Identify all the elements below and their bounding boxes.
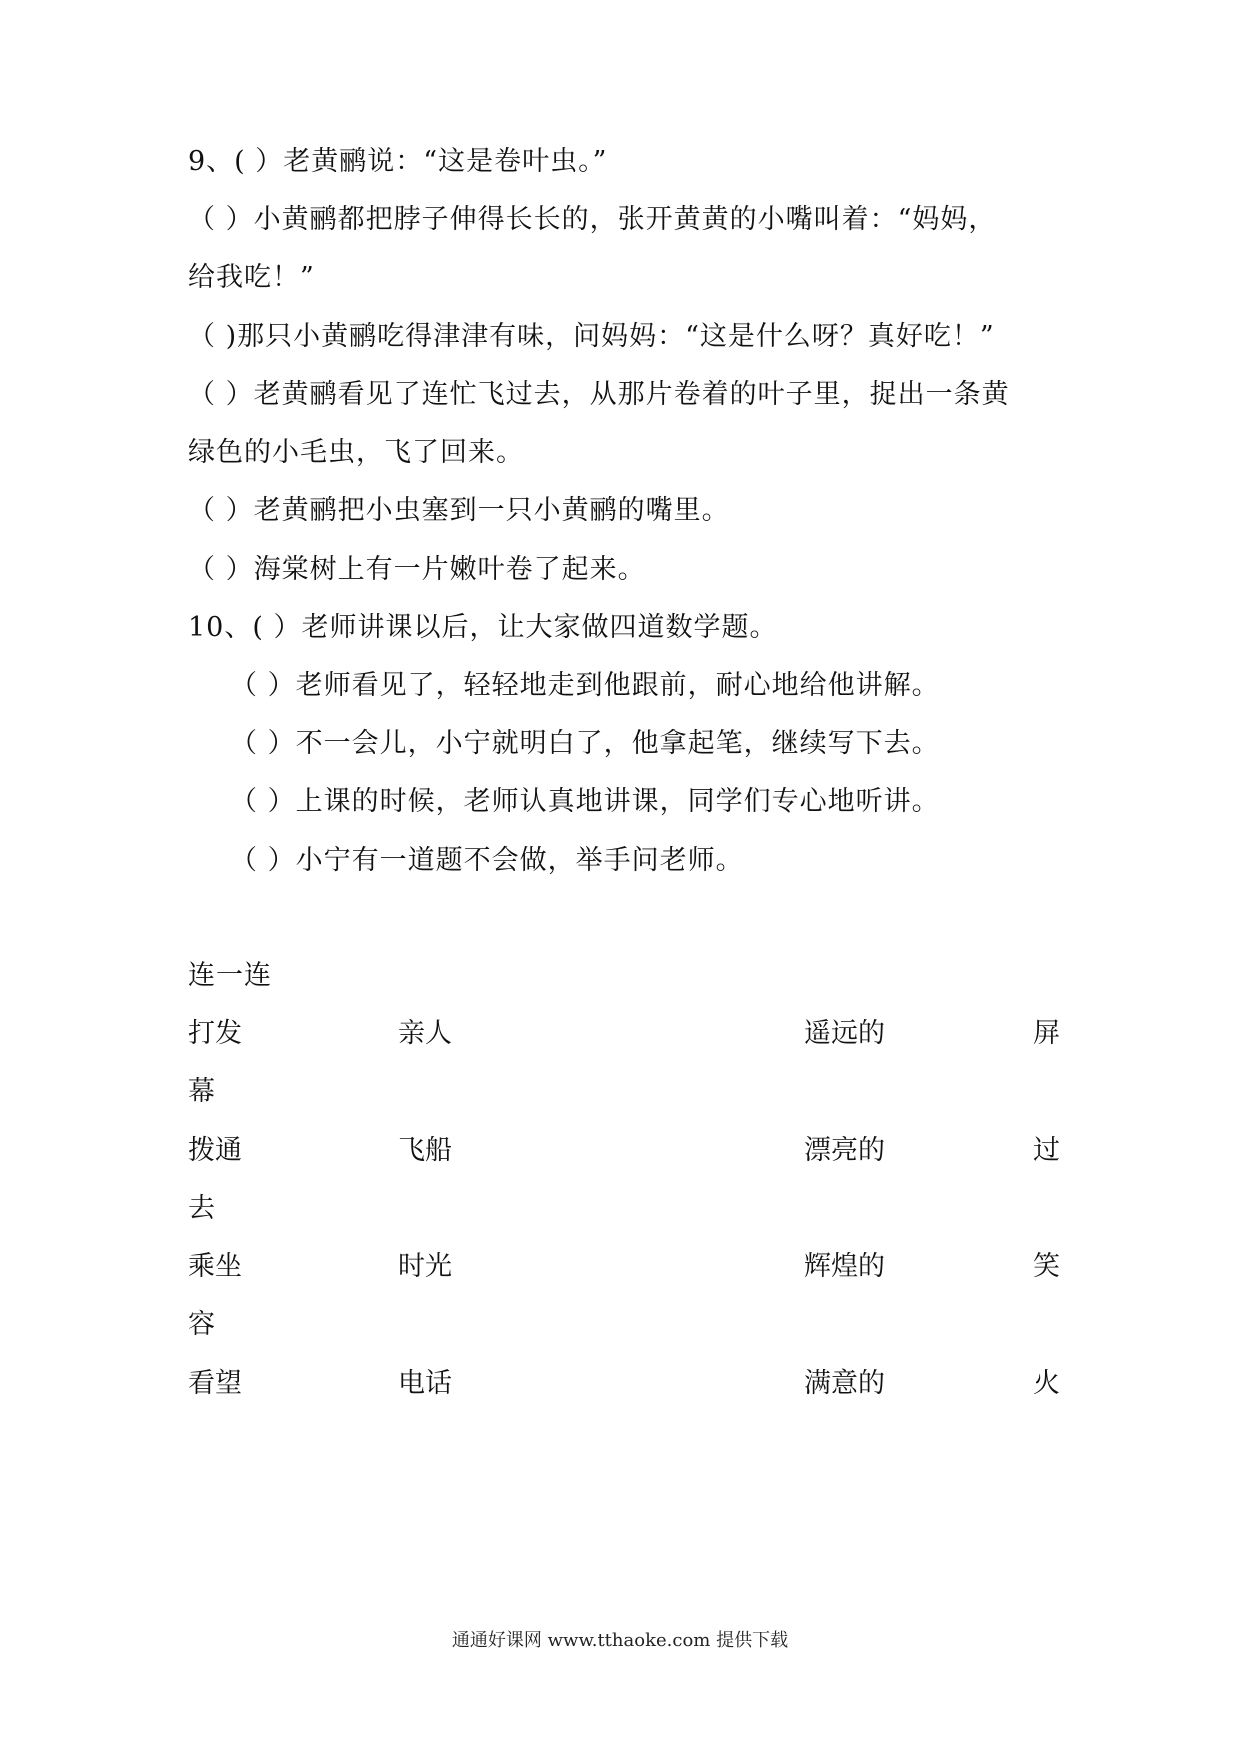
- noun-fragment-wrap: 容: [188, 1309, 215, 1340]
- noun-fragment: 火: [1033, 1368, 1060, 1399]
- noun-word: 电话: [398, 1368, 452, 1399]
- matching-row: [188, 1247, 1060, 1287]
- q10-line-1: 10、( ）老师讲课以后，让大家做四道数学题。: [188, 612, 778, 643]
- q9-line-5: （ ）老黄鹂看见了连忙飞过去，从那片卷着的叶子里，捉出一条黄: [188, 379, 1010, 410]
- q10-line-2: （ ）老师看见了，轻轻地走到他跟前，耐心地给他讲解。: [230, 670, 940, 701]
- noun-fragment: 屏: [1033, 1018, 1060, 1049]
- noun-fragment: 过: [1033, 1135, 1060, 1166]
- verb-word: 乘坐: [188, 1251, 242, 1282]
- noun-fragment: 笑: [1033, 1251, 1060, 1282]
- q10-line-5: （ ）小宁有一道题不会做，举手问老师。: [230, 845, 744, 876]
- q10-line-3: （ ）不一会儿，小宁就明白了，他拿起笔，继续写下去。: [230, 728, 940, 759]
- noun-word: 飞船: [398, 1135, 452, 1166]
- matching-row: [188, 1364, 1060, 1404]
- matching-row: [188, 1131, 1060, 1171]
- verb-word: 看望: [188, 1368, 242, 1399]
- adjective-word: 辉煌的: [804, 1251, 885, 1282]
- adjective-word: 遥远的: [804, 1018, 885, 1049]
- q10-line-4: （ ）上课的时候，老师认真地讲课，同学们专心地听讲。: [230, 786, 940, 817]
- noun-fragment-wrap: 去: [188, 1193, 215, 1224]
- noun-word: 时光: [398, 1251, 452, 1282]
- q9-line-7: （ ）老黄鹂把小虫塞到一只小黄鹂的嘴里。: [188, 495, 730, 526]
- adjective-word: 满意的: [804, 1368, 885, 1399]
- matching-row-wrap: [188, 1305, 1060, 1345]
- q9-line-1: 9、( ）老黄鹂说：“这是卷叶虫。”: [188, 146, 608, 177]
- q9-line-6: 绿色的小毛虫，飞了回来。: [188, 437, 524, 468]
- matching-row-wrap: [188, 1189, 1060, 1229]
- matching-row: [188, 1014, 1060, 1054]
- adjective-word: 漂亮的: [804, 1135, 885, 1166]
- q9-line-3: 给我吃！”: [188, 262, 315, 293]
- verb-word: 打发: [188, 1018, 242, 1049]
- q9-line-8: （ ）海棠树上有一片嫩叶卷了起来。: [188, 554, 646, 585]
- noun-word: 亲人: [398, 1018, 452, 1049]
- q9-line-4: （ )那只小黄鹂吃得津津有味，问妈妈：“这是什么呀？真好吃！”: [188, 321, 995, 352]
- noun-fragment-wrap: 幕: [188, 1076, 215, 1107]
- verb-word: 拨通: [188, 1135, 242, 1166]
- matching-row-wrap: [188, 1072, 1060, 1112]
- matching-title: 连一连: [188, 960, 272, 991]
- page-footer: 通通好课网 www.tthaoke.com 提供下载: [451, 1630, 789, 1651]
- q9-line-2: （ ）小黄鹂都把脖子伸得长长的，张开黄黄的小嘴叫着：“妈妈，: [188, 204, 997, 235]
